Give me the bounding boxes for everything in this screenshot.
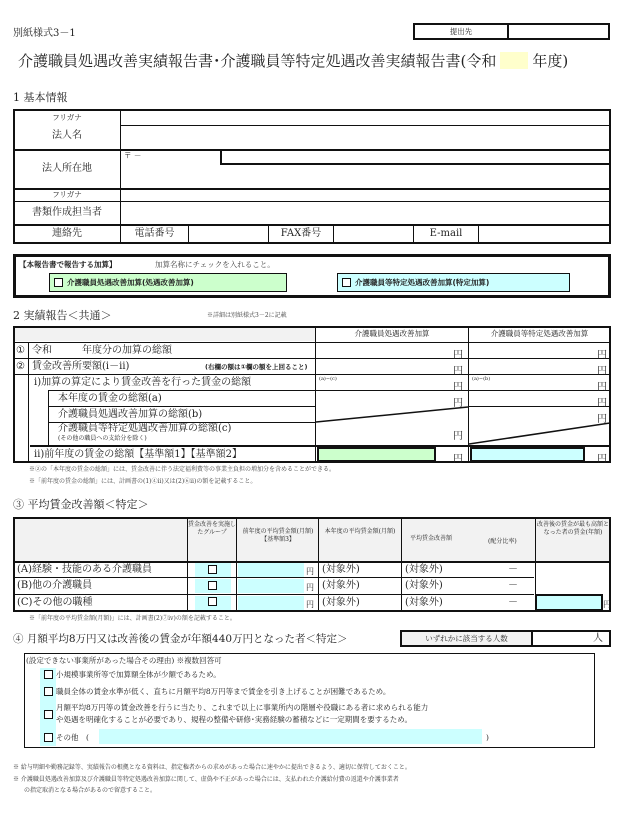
postal-mark: 〒 － <box>124 151 142 160</box>
curr-wage-a: (対象外) <box>322 564 360 575</box>
row-label-required-amount: 賃金改善所要額(ⅰ－ⅱ) <box>32 361 130 372</box>
yen-unit: 円 <box>306 600 314 609</box>
divider <box>14 224 610 226</box>
furigana2-label: フリガナ <box>52 190 82 199</box>
not-applicable-diagonal <box>316 406 468 423</box>
yen-unit: 円 <box>597 382 607 393</box>
person-input[interactable] <box>122 203 609 223</box>
divider <box>14 358 610 359</box>
reason-text: 月額平均8万円等の賃金改善を行うに当たり、これまで以上に事業所内の階層や役職にある者に求められる能力 <box>56 703 429 712</box>
final-note: ※ 介護職員処遇改善加算及び介護職員等特定処遇改善加算に関して、虚偽や不正があった場合には、支払われた介護給付費の返還や介護事業者 <box>13 776 399 783</box>
input-max-wage[interactable] <box>535 594 603 611</box>
input-required-tokutei[interactable] <box>470 360 595 373</box>
yen-unit: 円 <box>306 583 314 592</box>
submit-to-label: 提出先 <box>449 27 473 36</box>
ratio-c: － <box>508 597 518 608</box>
yen-unit: 円 <box>597 398 607 409</box>
addition-select-instruction: 加算名称にチェックを入れること。 <box>155 260 275 269</box>
title-suffix: 年度) <box>532 52 569 70</box>
curr-wage-c: (対象外) <box>322 597 360 608</box>
divider <box>28 343 29 462</box>
addition-select-heading: 【本報告書で報告する加算】 <box>19 260 117 269</box>
yen-unit: 円 <box>603 600 611 609</box>
other-label: その他 <box>56 733 79 742</box>
divider <box>14 594 534 595</box>
email-label: E-mail <box>429 228 463 239</box>
input-total-addition-shogu[interactable] <box>317 344 452 357</box>
divider <box>48 390 610 391</box>
avg-wage-heading: ③ 平均賃金改善額＜特定＞ <box>13 498 149 511</box>
reason-text: や処遇を明確化することが必要であり、規程の整備や研修･実務経験の蓄積などに一定期間を要するため。 <box>56 715 412 724</box>
checkbox-reason-2[interactable] <box>44 687 53 696</box>
row-note-required: (右欄の額は①欄の額を上回ること) <box>205 363 308 371</box>
divider <box>120 125 610 126</box>
input-required-shogu[interactable] <box>317 360 452 373</box>
row-num-1: ① <box>16 345 25 356</box>
checkbox-shogu[interactable] <box>54 278 63 287</box>
yen-unit: 円 <box>453 454 463 465</box>
yen-unit: 円 <box>306 567 314 576</box>
yen-unit: 円 <box>453 350 463 361</box>
final-note: ※ 給与明細や勤務記録等、実績報告の根拠となる資料は、指定権者からの求めがあった場合に速やかに提出できるよう、適切に保管しておくこと。 <box>13 764 411 771</box>
input-prev-wage-a[interactable] <box>238 563 304 577</box>
phone-label: 電話番号 <box>134 228 175 239</box>
corp-name-input[interactable] <box>122 127 609 148</box>
checkbox-group-b[interactable] <box>208 581 217 590</box>
address-input[interactable] <box>122 166 609 187</box>
header-group: 賃金改善を実施したグループ <box>188 521 237 536</box>
divider <box>14 342 610 343</box>
ratio-b: － <box>508 580 518 591</box>
corp-name-label: 法人名 <box>52 130 82 141</box>
checkbox-reason-1[interactable] <box>44 670 53 679</box>
results-col2-header: 介護職員等特定処遇改善加算 <box>490 329 589 338</box>
avg-row-label: (A)経験・技能のある介護職員 <box>17 564 153 575</box>
improve-a: (対象外) <box>405 564 443 575</box>
count-input[interactable] <box>531 630 611 647</box>
addition-option-shogu[interactable] <box>49 273 287 292</box>
reason-heading: (設定できない事業所があった場合その理由) ※複数回答可 <box>26 656 222 665</box>
checkbox-group-a[interactable] <box>208 565 217 574</box>
person-furigana-input[interactable] <box>122 191 609 200</box>
furigana-label: フリガナ <box>52 113 82 122</box>
yen-unit: 円 <box>597 350 607 361</box>
count-label-cell <box>400 630 533 647</box>
submit-to-label-cell <box>413 23 509 40</box>
count-unit: 人 <box>593 633 603 644</box>
input-a-shogu[interactable] <box>317 392 452 405</box>
input-c-shogu[interactable] <box>317 424 452 444</box>
results-header-blank <box>15 328 315 341</box>
avg-row-label: (C)その他の職種 <box>17 597 93 608</box>
address-label: 法人所在地 <box>42 163 92 174</box>
formula-1: (a)−(c) <box>319 376 337 382</box>
header-ratio: (配分比率) <box>488 538 517 545</box>
fax-input[interactable] <box>335 227 412 242</box>
reason-text: 小規模事業所等で加算額全体が少額であるため。 <box>56 670 221 679</box>
input-prev-total-shogu[interactable] <box>317 447 436 462</box>
row-label-prev-total: ⅱ)前年度の賃金の総額【基準額1】【基準額2】 <box>34 449 243 460</box>
avg-row-label: (B)他の介護職員 <box>17 580 93 591</box>
title-year-input[interactable] <box>500 52 528 69</box>
divider <box>333 226 334 243</box>
yen-unit: 円 <box>597 414 607 425</box>
checkbox-reason-other[interactable] <box>44 733 53 742</box>
row-label-b: 介護職員処遇改善加算の総額(b) <box>58 409 203 420</box>
row-label-c-sub: (その他の職員への支給分を除く) <box>58 435 147 442</box>
input-prev-wage-c[interactable] <box>238 596 304 610</box>
yen-unit: 円 <box>597 366 607 377</box>
divider <box>14 201 610 202</box>
checkbox-group-c[interactable] <box>208 597 217 606</box>
row-label-c: 介護職員等特定処遇改善加算の総額(c) <box>58 423 232 434</box>
input-a-tokutei[interactable] <box>470 392 595 405</box>
input-total-addition-tokutei[interactable] <box>470 344 595 357</box>
email-input[interactable] <box>480 227 609 242</box>
form-id: 別紙様式3－1 <box>13 28 76 39</box>
input-b-tokutei[interactable] <box>470 408 595 421</box>
not-applicable-diagonal <box>469 422 610 445</box>
person-label: 書類作成担当者 <box>32 207 102 218</box>
submit-to-input[interactable] <box>507 23 610 40</box>
title-prefix: 介護職員処遇改善実績報告書･介護職員等特定処遇改善実績報告書(令和 <box>18 52 497 70</box>
contact-label: 連絡先 <box>52 228 82 239</box>
header-prev-wage: 前年度の平均賃金額(月額)【基準額3】 <box>242 528 314 543</box>
input-prev-total-tokutei[interactable] <box>470 447 585 462</box>
results-heading: 2 実績報告＜共通＞ <box>13 309 112 322</box>
checkbox-tokutei[interactable] <box>342 278 351 287</box>
header-improve: 平均賃金改善額 <box>410 535 453 542</box>
formula-2: (a)−(b) <box>472 376 491 382</box>
row-label-wage-total: ⅰ)加算の算定により賃金改善を行った賃金の総額 <box>34 377 252 388</box>
divider <box>478 226 479 243</box>
addition-option-tokutei[interactable] <box>337 273 570 292</box>
divider <box>14 374 610 375</box>
header-max-wage: 改善後の賃金が最も高額となった者の賃金(年額) <box>537 521 610 536</box>
addition-option-label: 介護職員等特定処遇改善加算(特定加算) <box>355 278 490 287</box>
reason-text: 職員全体の賃金水準が低く、直ちに月額平均8万円等まで賃金を引き上げることが困難であるため。 <box>56 687 391 696</box>
phone-input[interactable] <box>190 227 267 242</box>
divider <box>469 406 610 407</box>
divider <box>188 226 189 243</box>
postal-code-input[interactable] <box>222 151 609 163</box>
final-note: の指定取消となる場合があるので留意すること。 <box>24 787 157 794</box>
divider <box>220 163 610 165</box>
yen-unit: 円 <box>453 431 463 442</box>
improve-b: (対象外) <box>405 580 443 591</box>
yen-unit: 円 <box>453 398 463 409</box>
page-title <box>18 50 568 71</box>
divider <box>14 577 534 578</box>
divider <box>48 390 49 445</box>
count-label: いずれかに該当する人数 <box>425 634 508 643</box>
header-curr-wage: 本年度の平均賃金額(月額) <box>324 528 396 535</box>
other-reason-input[interactable] <box>99 729 482 744</box>
divider <box>48 406 315 407</box>
yen-unit: 円 <box>453 366 463 377</box>
fax-label: FAX番号 <box>280 228 322 239</box>
ratio-a: － <box>508 564 518 575</box>
other-open-paren: ( <box>86 733 89 742</box>
results-footnote: ※②の「本年度の賃金の総額」には、賃金改善に伴う法定福利費等の事業主負担の増加分を含めることができる。 <box>29 466 336 473</box>
basic-info-heading: 1 基本情報 <box>13 91 68 104</box>
row-label-a: 本年度の賃金の総額(a) <box>58 393 162 404</box>
yen-unit: 円 <box>453 382 463 393</box>
results-footnote: ※「前年度の賃金の総額」には、計画書の(1)④ⅱ)又は(2)⑥ⅱ)の額を記載すること。 <box>29 478 257 485</box>
results-col1-header: 介護職員処遇改善加算 <box>354 329 430 338</box>
yen-unit: 円 <box>597 454 607 465</box>
divider <box>315 327 316 462</box>
avg-wage-footnote: ※「前年度の平均賃金額(月額)」には、計画書(2)⑦ⅳ)の額を記載すること。 <box>29 615 236 622</box>
improve-c: (対象外) <box>405 597 443 608</box>
addition-option-label: 介護職員処遇改善加算(処遇改善加算) <box>67 278 194 287</box>
curr-wage-b: (対象外) <box>322 580 360 591</box>
row-label-total-addition: 令和 年度分の加算の総額 <box>32 345 172 356</box>
other-close-paren: ) <box>486 733 489 742</box>
divider <box>401 518 402 611</box>
divider <box>236 518 237 611</box>
row-num-2: ② <box>16 361 25 372</box>
divider <box>14 188 610 190</box>
monthly-heading: ④ 月額平均8万円又は改善後の賃金が年額440万円となった者＜特定＞ <box>13 633 348 645</box>
results-note: ※詳細は別紙様式3－2に記載 <box>207 312 287 319</box>
input-prev-wage-b[interactable] <box>238 579 304 593</box>
checkbox-reason-3[interactable] <box>44 710 53 719</box>
corp-furigana-input[interactable] <box>122 111 609 124</box>
divider <box>318 518 319 611</box>
divider <box>14 561 610 563</box>
